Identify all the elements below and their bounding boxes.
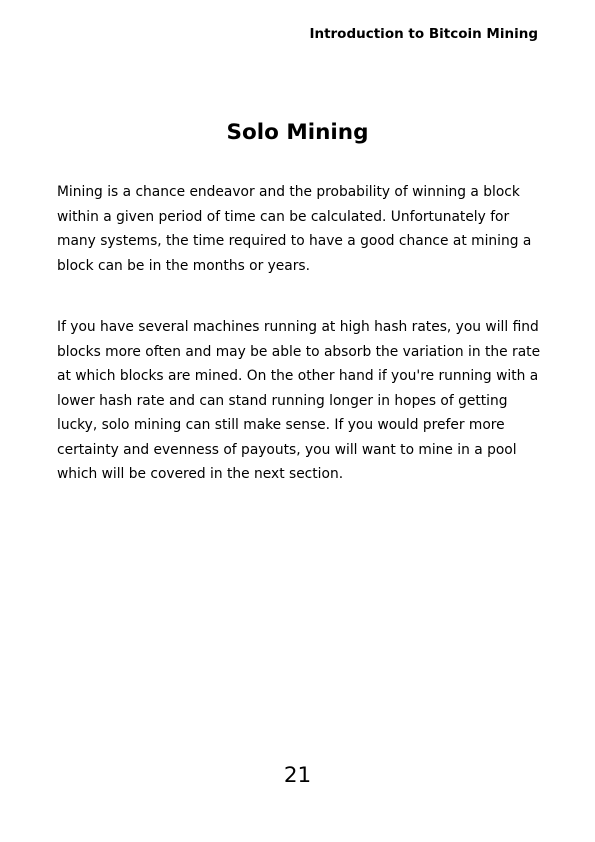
body-paragraph-1: Mining is a chance endeavor and the probability of winning a block within a given period of time can be calculated. Unfortunately for many systems, the time required to have a good chance at mining a block can be in the months or years. — [57, 184, 532, 274]
running-header: Introduction to Bitcoin Mining — [309, 26, 538, 42]
body-paragraph-2: If you have several machines running at high hash rates, you will find blocks more often and may be able to absorb the variation in the rate at which blocks are mined. On the other hand if you're running with a lower hash rate and can stand running longer in hopes of getting lucky, solo mining can still make sense. If you would prefer more certainty and evenness of payouts, you will want to mine in a pool which will be covered in the next section. — [57, 319, 541, 482]
page-number: 21 — [283, 763, 312, 788]
section-title: Solo Mining — [226, 120, 369, 145]
